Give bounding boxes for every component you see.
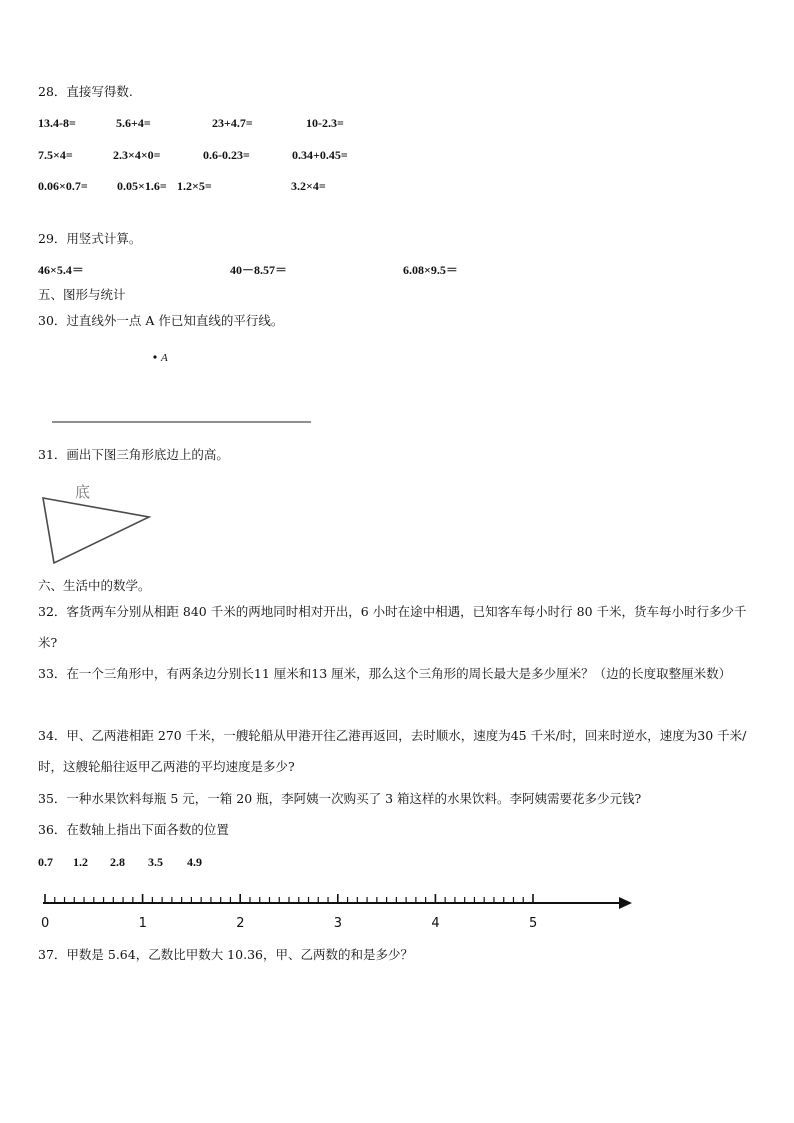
q28-item: 10-2.3= xyxy=(306,116,344,130)
q36-number: 0.7 xyxy=(38,855,53,869)
q28-item: 13.4-8= xyxy=(38,116,76,130)
q28-item: 5.6+4= xyxy=(116,116,151,130)
triangle xyxy=(43,498,149,563)
axis-arrow xyxy=(619,897,632,909)
base-label: 底 xyxy=(75,483,91,501)
q29-item: 40－8.57＝ xyxy=(230,263,288,277)
q28-item: 2.3×4×0= xyxy=(113,148,161,162)
axis-tick-label: 0 xyxy=(41,916,50,931)
q36-number: 2.8 xyxy=(110,855,125,869)
q29-item: 6.08×9.5＝ xyxy=(403,263,458,277)
point-a-dot xyxy=(153,355,156,358)
q34-text: 34．甲、乙两港相距 270 千米，一艘轮船从甲港开往乙港再返回，去时顺水，速度为45 千米/时，回来时逆水，速度为30 千米/时，这艘轮船往返甲乙两港的平均速度是多少? xyxy=(38,728,747,774)
section-heading: 五、图形与统计 xyxy=(38,287,126,302)
q28-item: 7.5×4= xyxy=(38,148,73,162)
q28-item: 3.2×4= xyxy=(291,179,326,193)
q33-text: 33．在一个三角形中，有两条边分别长11 厘米和13 厘米，那么这个三角形的周长最大是多少厘米？（边的长度取整厘米数） xyxy=(38,666,732,681)
q36-number: 4.9 xyxy=(187,855,202,869)
point-a-label: A xyxy=(161,352,168,364)
q28-item: 0.34+0.45= xyxy=(292,148,348,162)
q28-item: 23+4.7= xyxy=(212,116,253,130)
q30-title: 30．过直线外一点 A 作已知直线的平行线。 xyxy=(38,313,284,328)
q32-text: 32．客货两车分别从相距 840 千米的两地同时相对开出，6 小时在途中相遇，已知客车每小时行 80 千米，货车每小时行多少千米? xyxy=(38,604,747,650)
section-heading: 六、生活中的数学。 xyxy=(38,578,151,593)
q35-text: 35．一种水果饮料每瓶 5 元，一箱 20 瓶，李阿姨一次购买了 3 箱这样的水果饮料。李阿姨需要花多少元钱? xyxy=(38,791,642,806)
q36-title: 36．在数轴上指出下面各数的位置 xyxy=(38,822,229,837)
q29-title: 29．用竖式计算。 xyxy=(38,231,142,246)
q29-item: 46×5.4＝ xyxy=(38,263,84,277)
q28-item: 0.6-0.23= xyxy=(203,148,250,162)
q36-number: 3.5 xyxy=(148,855,163,869)
q28-item: 1.2×5= xyxy=(177,179,212,193)
q28-item: 0.05×1.6= xyxy=(117,179,167,193)
q31-title: 31．画出下图三角形底边上的高。 xyxy=(38,447,229,462)
axis-tick-label: 4 xyxy=(431,916,440,931)
axis-tick-label: 2 xyxy=(236,916,245,931)
q28-title: 28．直接写得数. xyxy=(38,84,133,99)
q28-item: 0.06×0.7= xyxy=(38,179,88,193)
axis-tick-label: 1 xyxy=(138,916,147,931)
axis-tick-label: 3 xyxy=(333,916,343,931)
q36-number: 1.2 xyxy=(73,855,88,869)
axis-tick-label: 5 xyxy=(529,916,538,931)
q37-text: 37．甲数是 5.64，乙数比甲数大 10.36，甲、乙两数的和是多少？ xyxy=(38,947,413,962)
number-line xyxy=(41,894,632,931)
